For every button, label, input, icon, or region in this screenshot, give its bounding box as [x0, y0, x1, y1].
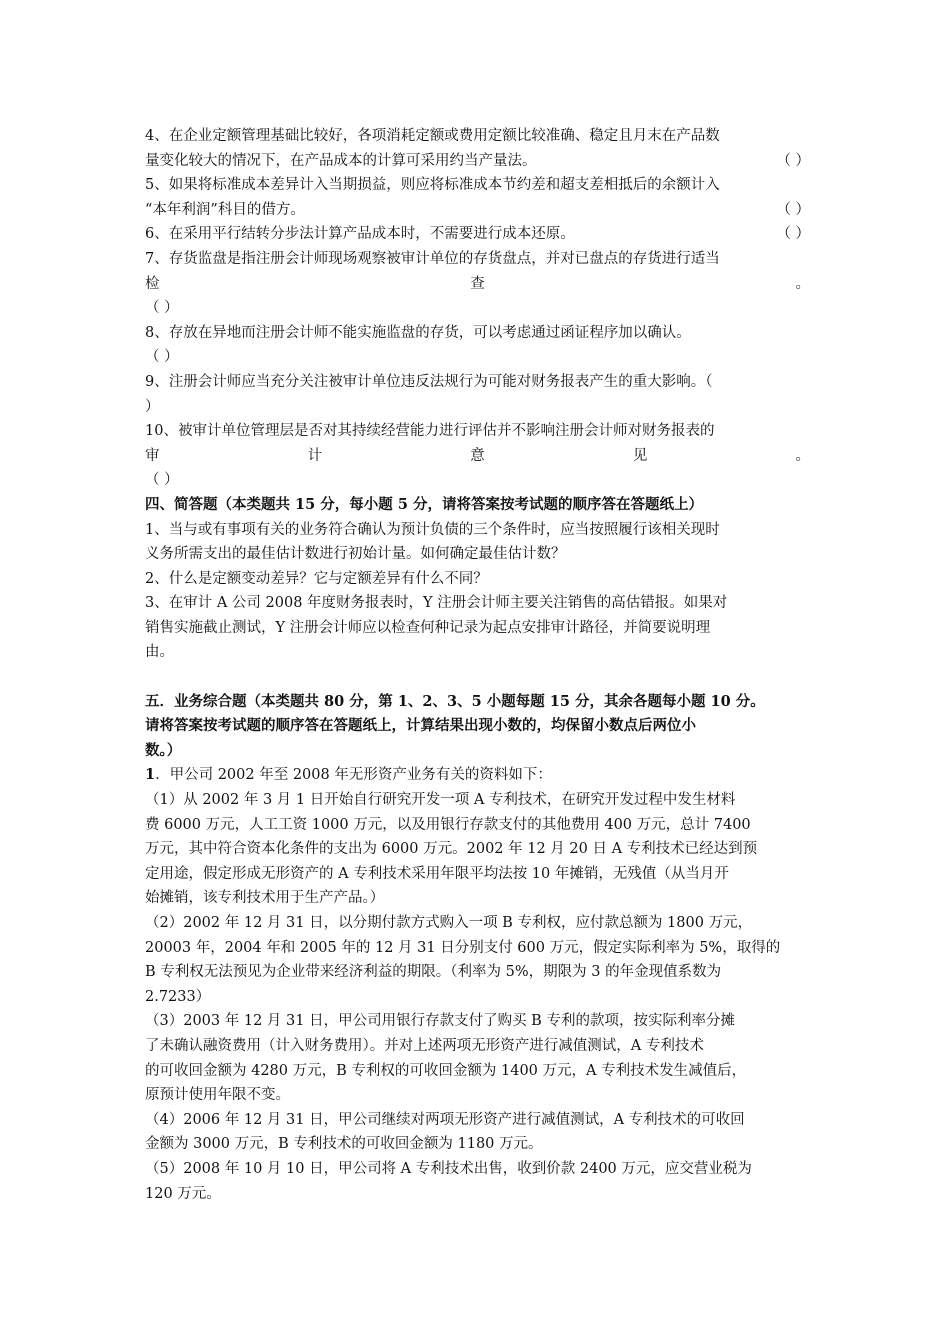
q10-answer-mark: （ ）	[145, 472, 179, 489]
exam-page	[145, 124, 810, 1206]
q4-answer-mark: （ ）	[776, 152, 810, 169]
problem-1-line-15: 金额为 3000 万元，B 专利技术的可收回金额为 1180 万元。	[145, 1136, 543, 1153]
problem-1-line-12: 的可收回金额为 4280 万元，B 专利权的可收回金额为 1400 万元，A 专利技术发生减值后，	[145, 1062, 747, 1079]
q5-line2	[145, 198, 810, 223]
section-spacer	[145, 665, 810, 690]
sa-q2: 2、什么是定额变动差异？它与定额差异有什么不同？	[145, 570, 488, 587]
sa-q1-line1: 1、当与或有事项有关的业务符合确认为预计负债的三个条件时，应当按照履行该相关现时	[145, 521, 720, 538]
problem-1-line-7: 20003 年，2004 年和 2005 年的 12 月 31 日分别支付 600 万元，假定实际利率为 5%，取得的	[145, 939, 781, 956]
problem-1-line-10: （3）2003 年 12 月 31 日，甲公司用银行存款支付了购买 B 专利的款项，按实际利率分摊	[145, 1013, 735, 1030]
q10-word-1: 审	[145, 447, 160, 464]
q8-answer-mark: （ ）	[145, 349, 179, 366]
problem-1-number: 1	[145, 766, 156, 784]
q5-answer-mark: （ ）	[776, 201, 810, 218]
problem-1-line-1: （1）从 2002 年 3 月 1 日开始自行研究开发一项 A 专利技术，在研究开发过程中发生材料	[145, 792, 736, 809]
q4-line1: 4、在企业定额管理基础比较好，各项消耗定额或费用定额比较准确、稳定且月末在产品数	[145, 128, 720, 144]
problem-1-line-17: 120 万元。	[145, 1185, 221, 1202]
q10-word-4: 见	[632, 447, 648, 464]
q4-line2	[145, 149, 810, 174]
problem-1-line-13: 原预计使用年限不变。	[145, 1087, 290, 1104]
problem-1-line-2: 费 6000 万元，人工工资 1000 万元，以及用银行存款支付的其他费用 400 万元，总计 7400	[145, 816, 751, 833]
q4-text: 量变化较大的情况下，在产品成本的计算可采用约当产量法。	[145, 152, 537, 169]
problem-1-line-9: 2.7233）	[145, 988, 211, 1005]
problem-1-line-14: （4）2006 年 12 月 31 日，甲公司继续对两项无形资产进行减值测试，A 专利技术的可收回	[145, 1111, 745, 1128]
problem-1-line-16: （5）2008 年 10 月 10 日，甲公司将 A 专利技术出售，收到价款 2400 万元，应交营业税为	[145, 1160, 752, 1177]
q7-line1: 7、存货监盘是指注册会计师现场观察被审计单位的存货盘点，并对已盘点的存货进行适当	[145, 250, 720, 267]
q7-word-3: 。	[795, 275, 810, 292]
section-5-heading-3: 数。）	[145, 741, 182, 759]
sa-q3-line3: 由。	[145, 644, 174, 661]
problem-1-line-3: 万元，其中符合资本化条件的支出为 6000 万元。2002 年 12 月 20 日 A 专利技术已经达到预	[145, 841, 758, 858]
q10-word-5: 。	[795, 447, 810, 464]
problem-1-line-11: 了未确认融资费用（计入财务费用）。并对上述两项无形资产进行减值测试，A 专利技术	[145, 1037, 704, 1054]
problem-1-intro-text: ．甲公司 2002 年至 2008 年无形资产业务有关的资料如下：	[155, 767, 552, 784]
q7-word-1: 检	[145, 275, 160, 292]
problem-1-line-5: 始摊销，该专利技术用于生产产品。）	[145, 890, 385, 907]
q8-line1: 8、存放在异地而注册会计师不能实施监盘的存货，可以考虑通过函证程序加以确认。	[145, 324, 691, 341]
q5-line1: 5、如果将标准成本差异计入当期损益，则应将标准成本节约差和超支差相抵后的余额计入	[145, 177, 720, 194]
sa-q1-line2: 义务所需支出的最佳估计数进行初始计量。如何确定最佳估计数？	[145, 546, 566, 563]
q6-line	[145, 222, 810, 247]
problem-1-line-4: 定用途，假定形成无形资产的 A 专利技术采用年限平均法按 10 年摊销，无残值（从当月开	[145, 865, 729, 882]
q9-line2: ）	[145, 398, 160, 415]
sa-q3-line1: 3、在审计 A 公司 2008 年度财务报表时，Y 注册会计师主要关注销售的高估错报。如果对	[145, 595, 728, 612]
section-5-heading-2: 请将答案按考试题的顺序答在答题纸上，计算结果出现小数的，均保留小数点后两位小	[145, 717, 696, 735]
section-5-heading-1: 五．业务综合题（本类题共 80 分，第 1、2、3、5 小题每题 15 分，其余各题每小题 10 分。	[145, 692, 765, 710]
q7-answer-mark: （ ）	[145, 300, 179, 317]
q5-text: “本年利润”科目的借方。	[145, 201, 305, 218]
q10-word-2: 计	[307, 447, 323, 464]
q7-line2	[145, 272, 810, 297]
q10-line1: 10、被审计单位管理层是否对其持续经营能力进行评估并不影响注册会计师对财务报表的	[145, 423, 715, 440]
q6-text: 6、在采用平行结转分步法计算产品成本时，不需要进行成本还原。	[145, 226, 575, 243]
problem-1-line-8: B 专利权无法预见为企业带来经济利益的期限。（利率为 5%，期限为 3 的年金现值系数为	[145, 964, 722, 981]
q9-line1: 9、注册会计师应当充分关注被审计单位违反法规行为可能对财务报表产生的重大影响。（	[145, 373, 713, 390]
sa-q3-line2: 销售实施截止测试，Y 注册会计师应以检查何种记录为起点安排审计路径，并简要说明理	[145, 619, 711, 636]
q10-line2	[145, 444, 810, 469]
q7-word-2: 查	[470, 275, 485, 292]
section-4-heading: 四、简答题（本类题共 15 分，每小题 5 分，请将答案按考试题的顺序答在答题纸上）	[145, 495, 703, 513]
problem-1-intro	[145, 763, 810, 788]
q10-word-3: 意	[470, 447, 485, 464]
q6-answer-mark: （ ）	[776, 226, 810, 243]
problem-1-line-6: （2）2002 年 12 月 31 日，以分期付款方式购入一项 B 专利权，应付款总额为 1800 万元，	[145, 915, 753, 931]
